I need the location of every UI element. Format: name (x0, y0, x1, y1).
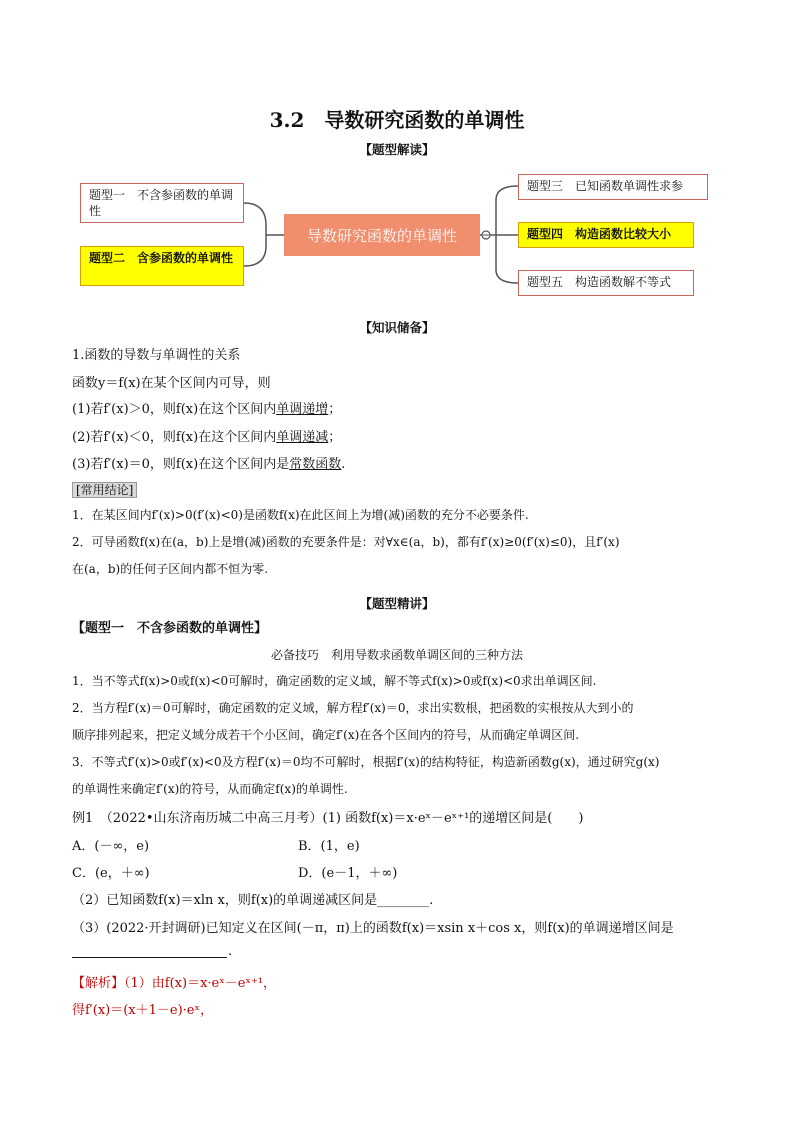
example-1-part-3-end: . (228, 944, 233, 959)
type1-heading: 【题型一 不含参函数的单调性】 (72, 621, 268, 636)
mindmap-node-type2: 题型二 含参函数的单调性 (80, 246, 244, 286)
option-a: A．(－∞，e) (72, 839, 150, 854)
common-conclusions-tag: [常用结论] (72, 481, 137, 498)
knowledge-line-1: 1.函数的导数与单调性的关系 (72, 348, 241, 363)
common-line-2a: 2．可导函数f(x)在(a，b)上是增(减)函数的充要条件是：对∀x∈(a，b)，都有f′(x)≥0(f′(x)≤0)，且f′(x) (72, 535, 620, 549)
skill-title: 必备技巧 利用导数求函数单调区间的三种方法 (270, 648, 523, 662)
skill-line-1: 1．当不等式f(x)>0或f(x)<0可解时，确定函数的定义域，解不等式f(x)>0或f(x)<0求出单调区间. (72, 674, 597, 688)
skill-line-3a: 3．不等式f′(x)>0或f′(x)<0及方程f′(x)＝0均不可解时，根据f′(x)的结构特征，构造新函数g(x)，通过研究g(x) (72, 755, 660, 769)
section-heading-knowledge: 【知识储备】 (359, 320, 435, 335)
knowledge-line-5: (3)若f′(x)＝0，则f(x)在这个区间内是常数函数. (72, 457, 346, 472)
example-1-question: 例1 （2022•山东济南历城二中高三月考）(1) 函数f(x)＝x·eˣ－eˣ⁺¹的递增区间是( ) (72, 811, 584, 826)
solution-line-2: 得f′(x)＝(x＋1－e)·eˣ， (72, 1003, 214, 1018)
common-line-2b: 在(a，b)的任何子区间内都不恒为零. (72, 562, 269, 576)
example-1-part-2: （2）已知函数f(x)＝xln x，则f(x)的单调递减区间是________. (72, 893, 434, 908)
knowledge-line-2: 函数y＝f(x)在某个区间内可导，则 (72, 376, 271, 391)
example-1-part-3: （3）(2022·开封调研)已知定义在区间(－π，π)上的函数f(x)＝xsin x＋cos x，则f(x)的单调递增区间是 (72, 921, 674, 936)
skill-line-2b: 顺序排列起来，把定义域分成若干个小区间，确定f′(x)在各个区间内的符号，从而确定单调区间. (72, 728, 580, 742)
solution-line-1: 【解析】（1）由f(x)＝x·eˣ－eˣ⁺¹， (72, 976, 277, 991)
mindmap-node-type3: 题型三 已知函数单调性求参 (518, 174, 708, 200)
common-line-1: 1．在某区间内f′(x)>0(f′(x)<0)是函数f(x)在此区间上为增(减)函数的充分不必要条件. (72, 508, 529, 522)
answer-blank-line (72, 957, 227, 958)
knowledge-line-3: (1)若f′(x)＞0，则f(x)在这个区间内单调递增； (72, 402, 342, 417)
mindmap-center-node: 导数研究函数的单调性 (284, 214, 480, 256)
mindmap-node-type1: 题型一 不含参函数的单调性 (80, 183, 244, 223)
skill-line-2a: 2．当方程f′(x)＝0可解时，确定函数的定义域，解方程f′(x)＝0，求出实数根，把函数的实根按从大到小的 (72, 701, 634, 715)
knowledge-line-4: (2)若f′(x)＜0，则f(x)在这个区间内单调递减； (72, 430, 342, 445)
option-b: B．(1，e) (298, 839, 360, 854)
mindmap-node-type5: 题型五 构造函数解不等式 (518, 270, 694, 296)
page-title: 3.2 导数研究函数的单调性 (269, 108, 525, 132)
section-heading-lecture: 【题型精讲】 (359, 596, 435, 611)
mindmap-node-type4: 题型四 构造函数比较大小 (518, 222, 694, 248)
option-c: C．(e，＋∞) (72, 866, 150, 881)
solution-tag: 【解析】 (72, 976, 125, 991)
skill-line-3b: 的单调性来确定f′(x)的符号，从而确定f(x)的单调性. (72, 782, 348, 796)
section-heading-interpret: 【题型解读】 (359, 142, 435, 157)
option-d: D．(e－1，＋∞) (298, 866, 398, 881)
